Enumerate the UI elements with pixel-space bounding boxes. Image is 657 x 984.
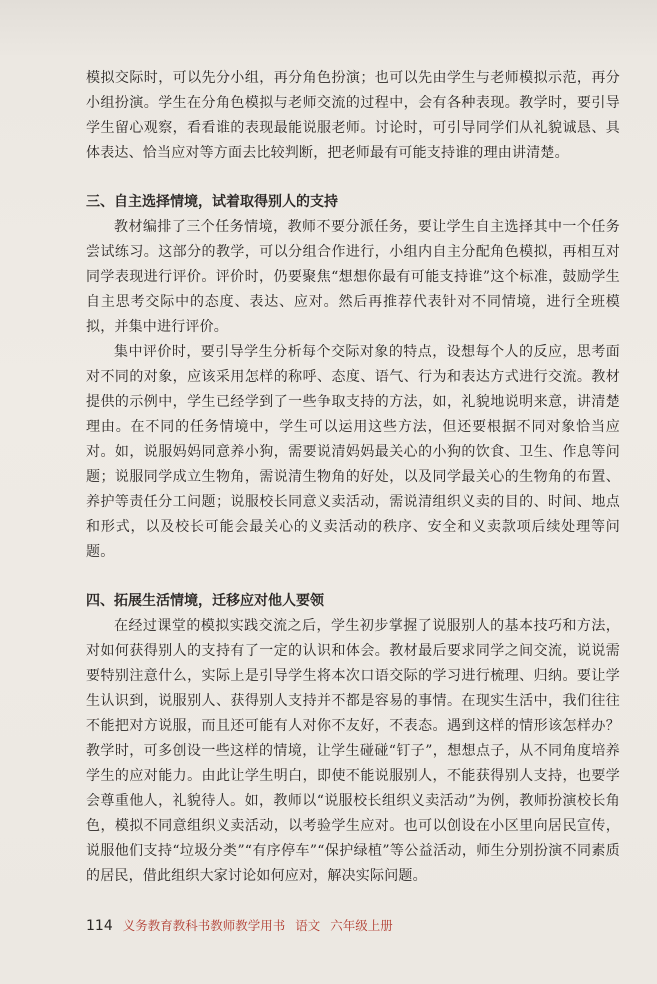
- book-title: 义务教育教科书教师教学用书: [122, 918, 286, 933]
- page-number: 114: [86, 918, 113, 934]
- spacer: [86, 565, 620, 589]
- section3-paragraph-1: 教材编排了三个任务情境，教师不要分派任务，要让学生自主选择其中一个任务尝试练习。这部分的教学，可以分组合作进行，小组内自主分配角色模拟，再相互对同学表现进行评价。评价时，仍要聚焦“想想你最有可能支持谁”这个标准，鼓励学生自主思考交际中的态度、表达、应对。然后再推荐代表针对不同情境，进行全班模拟，并集中进行评价。: [86, 219, 620, 335]
- section4-paragraph-1: 在经过课堂的模拟实践交流之后，学生初步掌握了说服别人的基本技巧和方法，对如何获得别人的支持有了一定的认识和体会。教材最后要求同学之间交流，说说需要特别注意什么，实际上是引导学生将本次口语交际的学习进行梳理、归纳。要让学生认识到，说服别人、获得别人支持并不都是容易的事情。在现实生活中，我们往往不能把对方说服，而且还可能有人对你不友好，不表态。遇到这样的情形该怎样办？教学时，可多创设一些这样的情境，让学生碰碰“钉子”，想想点子，从不同角度培养学生的应对能力。由此让学生明白，即使不能说服别人，不能获得别人支持，也要学会尊重他人，礼貌待人。如，教师以“说服校长组织义卖活动”为例，教师扮演校长角色，模拟不同意组织义卖活动，以考验学生应对。也可以创设在小区里向居民宣传，说服他们支持“垃圾分类”“有序停车”“保护绿植”等公益活动，师生分别扮演不同素质的居民，借此组织大家讨论如何应对，解决实际问题。: [86, 618, 620, 884]
- section-heading-3: 三、自主选择情境，试着取得别人的支持: [86, 194, 338, 210]
- page-content: [86, 66, 620, 889]
- book-grade: 六年级上册: [330, 918, 393, 933]
- spacer: [86, 166, 620, 190]
- section3-paragraph-2: 集中评价时，要引导学生分析每个交际对象的特点，设想每个人的反应，思考面对不同的对象，应该采用怎样的称呼、态度、语气、行为和表达方式进行交流。教材提供的示例中，学生已经学到了一些争取支持的方法，如，礼貌地说明来意，讲清楚理由。在不同的任务情境中，学生可以运用这些方法，但还要根据不同对象恰当应对。如，说服妈妈同意养小狗，需要说清妈妈最关心的小狗的饮食、卫生、作息等问题；说服同学成立生物角，需说清生物角的好处，以及同学最关心的生物角的布置、养护等责任分工问题；说服校长同意义卖活动，需说清组织义卖的目的、时间、地点和形式，以及校长可能会最关心的义卖活动的秩序、安全和义卖款项后续处理等问题。: [86, 344, 620, 560]
- section-heading-4: 四、拓展生活情境，迁移应对他人要领: [86, 593, 324, 609]
- page-footer: [86, 918, 393, 934]
- book-subject: 语文: [295, 918, 321, 933]
- paragraph-intro: 模拟交际时，可以先分小组，再分角色扮演；也可以先由学生与老师模拟示范，再分小组扮演。学生在分角色模拟与老师交流的过程中，会有各种表现。教学时，要引导学生留心观察，看看谁的表现最能说服老师。讨论时，可引导同学们从礼貌诚恳、具体表达、恰当应对等方面去比较判断，把老师最有可能支持谁的理由讲清楚。: [86, 70, 620, 161]
